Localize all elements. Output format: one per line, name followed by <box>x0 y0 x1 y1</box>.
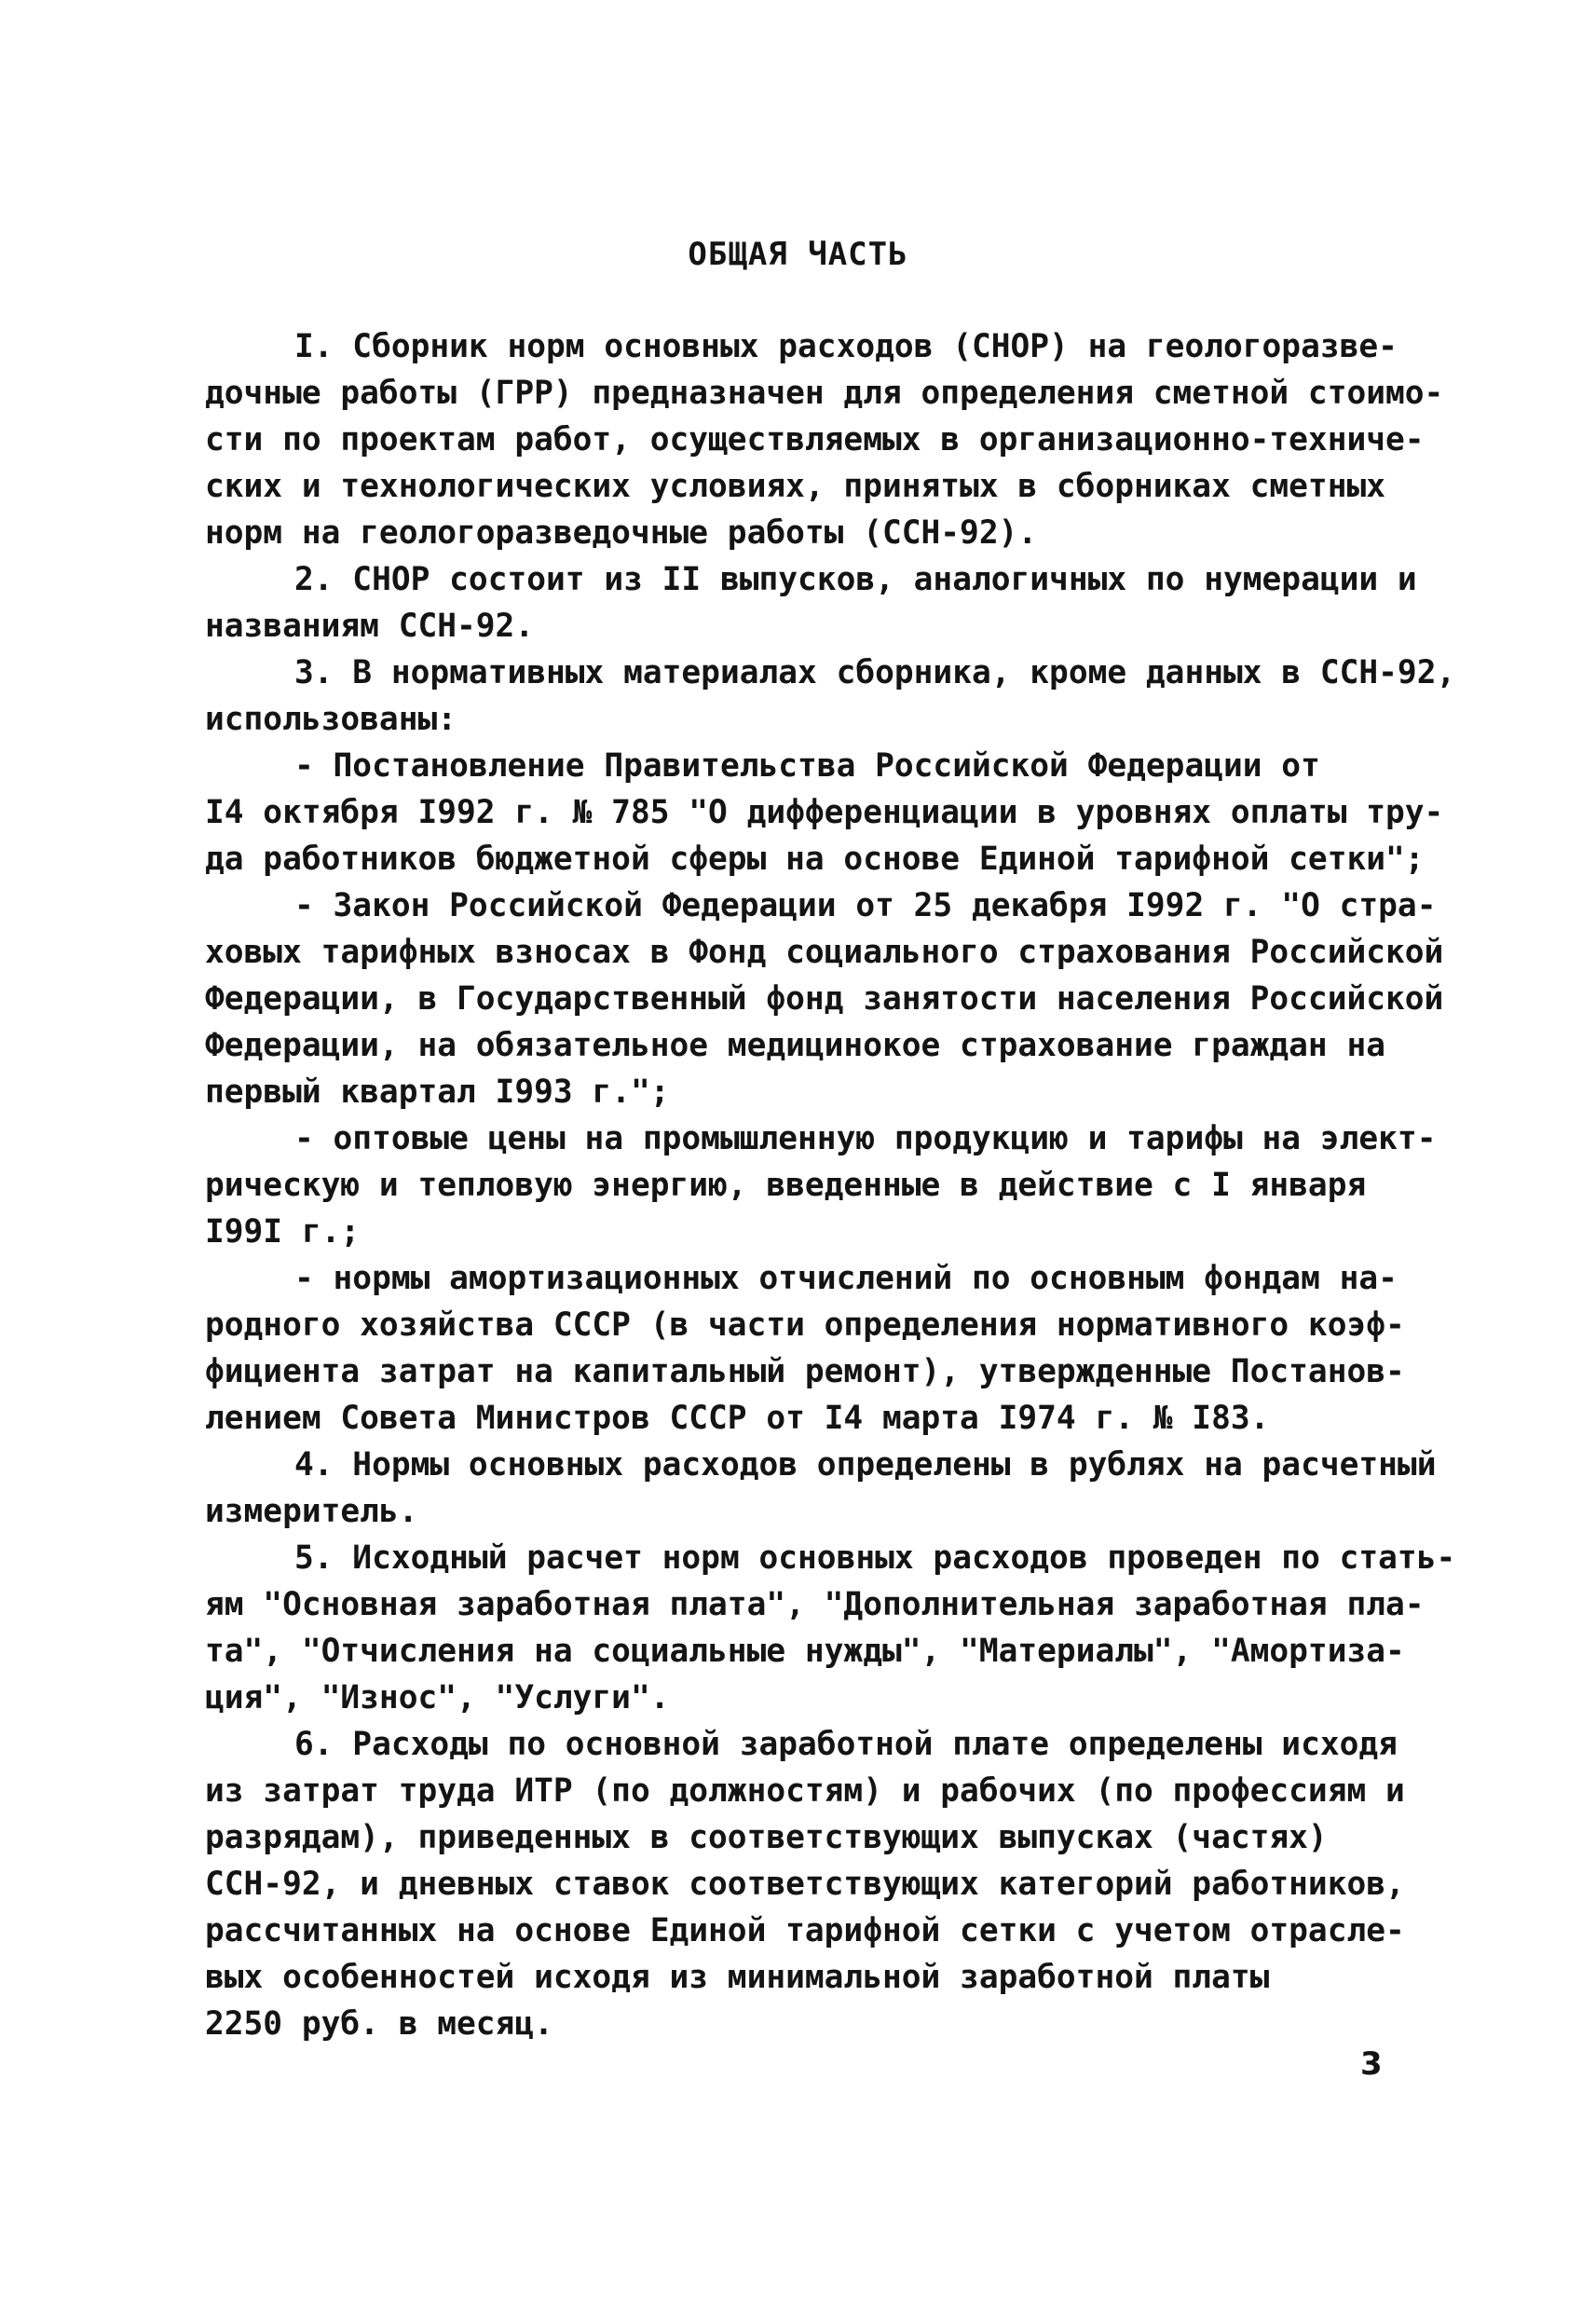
text-line: 5. Исходный расчет норм основных расходов проведен по стать- <box>294 1539 1456 1577</box>
text-line: норм на геологоразведочные работы (ССН-92). <box>205 514 1038 552</box>
text-line: - нормы амортизационных отчислений по основным фондам на- <box>294 1260 1398 1297</box>
text-line: первый квартал I993 г."; <box>205 1073 670 1111</box>
text-line: рическую и тепловую энергию, введенные в действие с I января <box>205 1167 1367 1204</box>
text-line: - оптовые цены на промышленную продукцию и тарифы на элект- <box>294 1120 1437 1157</box>
text-line: ССН-92, и дневных ставок соответствующих категорий работников, <box>205 1866 1405 1903</box>
text-line: ям "Основная заработная плата", "Дополнительная заработная пла- <box>205 1586 1425 1623</box>
text-line: да работников бюджетной сферы на основе Единой тарифной сетки"; <box>205 841 1425 878</box>
text-line: разрядам), приведенных в соответствующих выпусках (частях) <box>205 1819 1328 1856</box>
text-line: фициента затрат на капитальный ремонт), утвержденные Постанов- <box>205 1353 1405 1390</box>
text-line: лением Совета Министров СССР от I4 марта I974 г. № I83. <box>205 1400 1270 1437</box>
text-line: I4 октября I992 г. № 785 "О дифференциации в уровнях оплаты тру- <box>205 794 1444 831</box>
page-number: 3 <box>1360 2045 1383 2083</box>
text-line: названиям ССН-92. <box>205 608 535 645</box>
text-line: дочные работы (ГРР) предназначен для определения сметной стоимо- <box>205 375 1444 412</box>
text-line: из затрат труда ИТР (по должностям) и рабочих (по профессиям и <box>205 1772 1405 1810</box>
text-line: ховых тарифных взносах в Фонд социального страхования Российской <box>205 934 1444 971</box>
text-line: - Закон Российской Федерации от 25 декабря I992 г. "О стра- <box>294 887 1437 924</box>
text-line: сти по проектам работ, осуществляемых в организационно-техниче- <box>205 421 1425 458</box>
text-line: ских и технологических условиях, принятых в сборниках сметных <box>205 468 1386 505</box>
text-line: 4. Нормы основных расходов определены в рублях на расчетный <box>294 1446 1437 1484</box>
text-line: вых особенностей исходя из минимальной заработной платы <box>205 1959 1270 1996</box>
text-line: измеритель. <box>205 1493 418 1530</box>
text-line: родного хозяйства СССР (в части определения нормативного коэф- <box>205 1306 1405 1344</box>
text-line: Федерации, на обязательное медицинокое страхование граждан на <box>205 1027 1386 1064</box>
text-line: I99I г.; <box>205 1213 361 1251</box>
page-title: ОБЩАЯ ЧАСТЬ <box>688 236 908 273</box>
text-line: Федерации, в Государственный фонд занятости населения Российской <box>205 980 1444 1018</box>
text-line: 6. Расходы по основной заработной плате определены исходя <box>294 1726 1398 1763</box>
text-line: 3. В нормативных материалах сборника, кроме данных в ССН-92, <box>294 654 1456 691</box>
text-line: 2. СНОР состоит из II выпусков, аналогичных по нумерации и <box>294 561 1417 598</box>
text-line: 2250 руб. в месяц. <box>205 2005 553 2043</box>
text-line: та", "Отчисления на социальные нужды", "Материалы", "Амортиза- <box>205 1633 1405 1670</box>
text-line: использованы: <box>205 701 457 738</box>
text-line: рассчитанных на основе Единой тарифной сетки с учетом отрасле- <box>205 1912 1405 1949</box>
text-line: - Постановление Правительства Российской Федерации от <box>294 747 1320 785</box>
text-line: I. Сборник норм основных расходов (СНОР) на геологоразве- <box>294 328 1398 365</box>
text-line: ция", "Износ", "Услуги". <box>205 1679 670 1716</box>
